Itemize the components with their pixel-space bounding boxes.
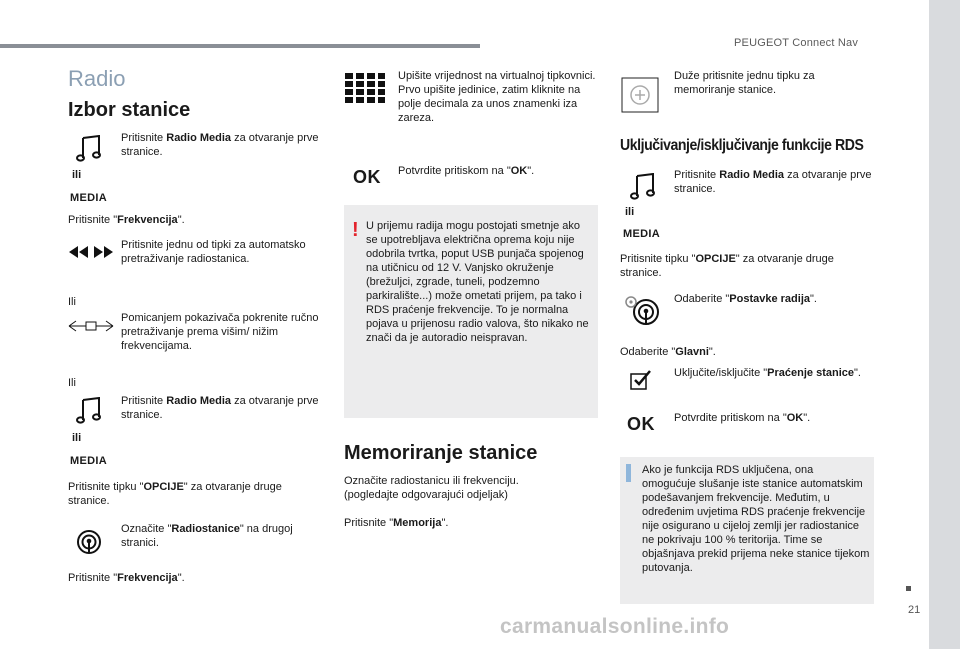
label-ili-1: ili bbox=[72, 169, 82, 181]
side-strip bbox=[929, 0, 960, 649]
text-confirm-ok-2: Potvrdite pritiskom na "OK". bbox=[674, 412, 811, 424]
text-ili-2: Ili bbox=[68, 377, 76, 389]
seek-buttons-icon bbox=[68, 245, 114, 259]
text-pracenje-stanice: Uključite/isključite "Praćenje stanice". bbox=[674, 367, 861, 379]
text-long-press: Duže pritisnite jednu tipku za memoriranje stanice. bbox=[674, 70, 815, 96]
frequency-slider-icon bbox=[68, 320, 114, 332]
text-radiostanice: Označite "Radiostanice" na drugoj stranici. bbox=[121, 523, 293, 549]
text-frekvencija-2: Pritisnite "Frekvencija". bbox=[68, 572, 185, 584]
header-rule bbox=[0, 44, 480, 48]
text-confirm-ok-1: Potvrdite pritiskom na "OK". bbox=[398, 165, 535, 177]
text-radio-media-1: Pritisnite Radio Media za otvaranje prve stranice. bbox=[121, 132, 319, 158]
text-opcije-1: Pritisnite tipku "OPCIJE" za otvaranje druge stranice. bbox=[68, 481, 282, 507]
label-ili-3: ili bbox=[625, 206, 635, 218]
continue-marker bbox=[906, 586, 911, 591]
checkbox-icon bbox=[630, 369, 652, 391]
heading-rds: Uključivanje/isključivanje funkcije RDS bbox=[620, 137, 864, 154]
page-number: 21 bbox=[908, 604, 921, 616]
music-note-icon bbox=[76, 135, 102, 163]
info-text: Ako je funkcija RDS uključena, ona omogućuje slušanje iste stanice automatskim podešavanjem frekvencije. Međutim, u određenim uvjetima RDS praćenje frekvencije nije osigurano u cijeloj zemlji jer radiostanice ne pokrivaju 100 % teritorija. Time se objašnjava prekid prijema neke stanice tijekom putovanja. bbox=[642, 464, 870, 574]
keypad-icon bbox=[345, 73, 385, 103]
text-glavni: Odaberite "Glavni". bbox=[620, 346, 716, 358]
warning-text: U prijemu radija mogu postojati smetnje ako se upotrebljava električna oprema koju nije odobrila tvrtka, poput USB punjača spojenog na utičnicu od 12 V. Vanjsko okruženje (brežuljci, zgrade, tuneli, podzemno parkiralište...) može ometati prijem, pa tako i RDS praćenje frekvencije. To je normalna pojava u prijenosu radio valova, što nikako ne znači da je autoradio neispravan. bbox=[366, 220, 589, 344]
info-icon bbox=[626, 464, 631, 482]
text-virtual-keyboard: Upišite vrijednost na virtualnoj tipkovnici. Prvo upišite jedinice, zatim kliknite na polje decimala za unos znamenki iza zareza. bbox=[398, 70, 596, 124]
text-radio-media-3: Pritisnite Radio Media za otvaranje prve stranice. bbox=[674, 169, 872, 195]
section-title: Radio bbox=[68, 66, 126, 91]
heading-memoriranje: Memoriranje stanice bbox=[344, 442, 538, 464]
label-media-3: MEDIA bbox=[623, 228, 660, 240]
text-ili-1: Ili bbox=[68, 296, 76, 308]
brand-header: PEUGEOT Connect Nav bbox=[734, 37, 859, 49]
text-radio-media-2: Pritisnite Radio Media za otvaranje prve stranice. bbox=[121, 395, 319, 421]
ok-label-1: OK bbox=[353, 167, 381, 187]
label-media-2: MEDIA bbox=[70, 455, 107, 467]
text-select-station: Označite radiostanicu ili frekvenciju. (pogledajte odgovarajući odjeljak) bbox=[344, 475, 519, 501]
text-frekvencija-1: Pritisnite "Frekvencija". bbox=[68, 214, 185, 226]
text-auto-search: Pritisnite jednu od tipki za automatsko pretraživanje radiostanica. bbox=[121, 239, 306, 265]
warning-icon: ! bbox=[352, 219, 359, 241]
text-manual-search: Pomicanjem pokazivača pokrenite ručno pretraživanje prema višim/ nižim frekvencijama. bbox=[121, 312, 319, 352]
text-opcije-2: Pritisnite tipku "OPCIJE" za otvaranje druge stranice. bbox=[620, 253, 834, 279]
radio-settings-icon bbox=[624, 295, 660, 327]
label-ili-2: ili bbox=[72, 432, 82, 444]
text-memorija: Pritisnite "Memorija". bbox=[344, 517, 449, 529]
radio-signal-icon bbox=[76, 529, 102, 555]
music-note-icon bbox=[630, 173, 656, 201]
watermark: carmanualsonline.info bbox=[500, 615, 730, 638]
music-note-icon bbox=[76, 397, 102, 425]
heading-izbor-stanice: Izbor stanice bbox=[68, 99, 191, 121]
text-postavke-radija: Odaberite "Postavke radija". bbox=[674, 293, 817, 305]
label-media-1: MEDIA bbox=[70, 192, 107, 204]
ok-label-2: OK bbox=[627, 414, 655, 434]
add-preset-icon bbox=[621, 77, 659, 113]
